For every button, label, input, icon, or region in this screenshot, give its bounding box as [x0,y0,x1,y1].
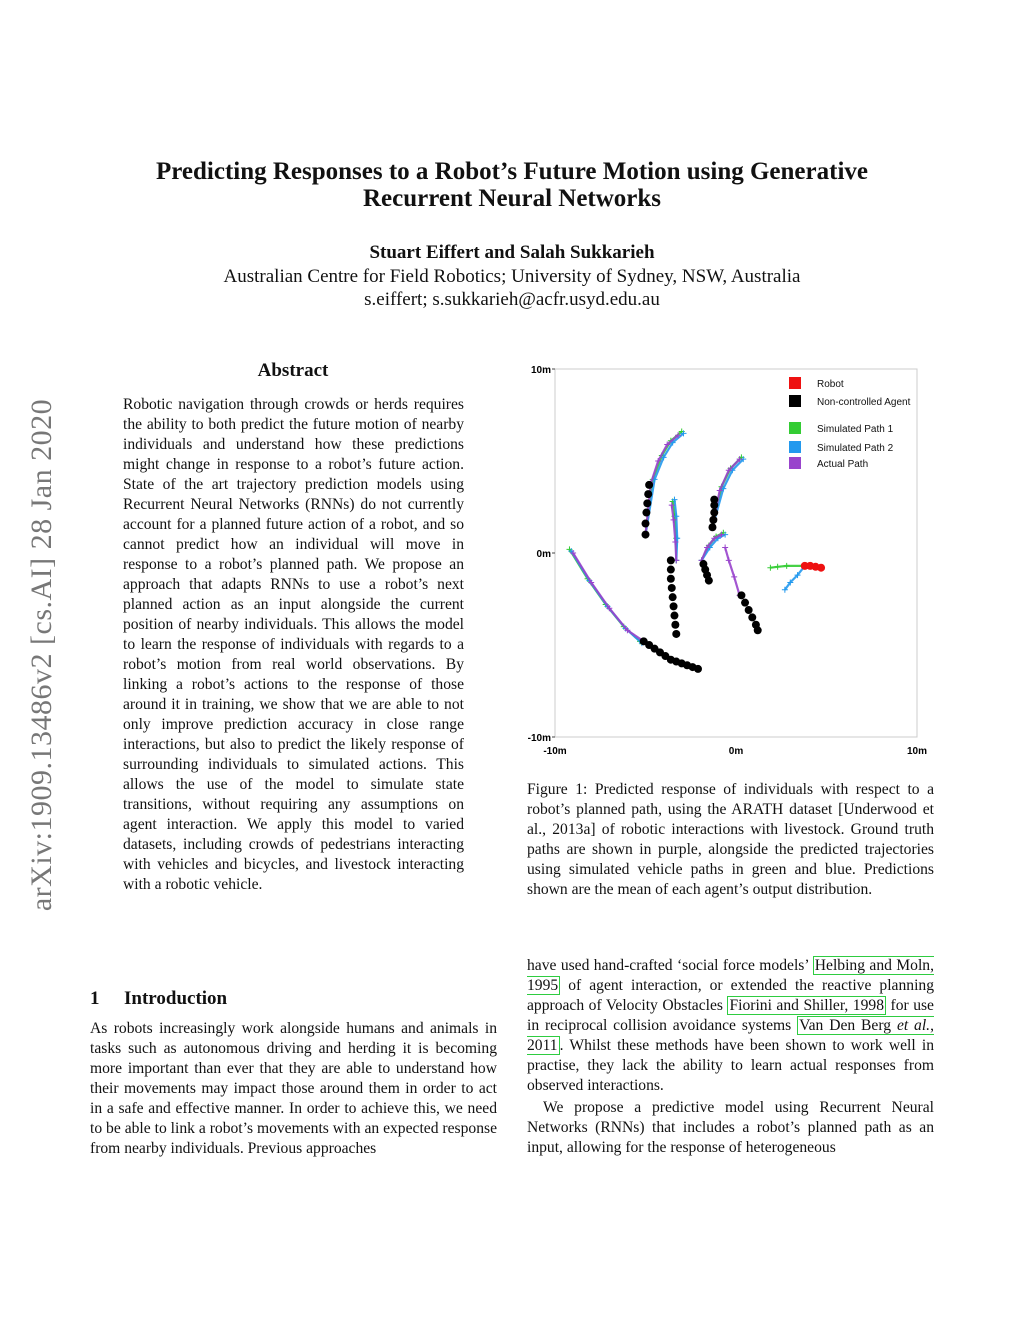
paper-affiliation: Australian Centre for Field Robotics; University of Sydney, NSW, Australia [223,266,801,287]
legend-label: Robot [817,379,844,390]
series-point-non-controlled-agent [667,556,675,564]
legend-swatch [789,422,801,434]
series-point-non-controlled-agent [694,665,702,673]
citation-year: , 2011 [527,1017,934,1054]
series-point-non-controlled-agent [669,593,677,601]
series-point-non-controlled-agent [709,516,717,524]
x-tick-label: 10m [906,746,928,757]
series-point-non-controlled-agent [642,509,650,517]
series-point-non-controlled-agent [644,490,652,498]
series-point-robot [817,564,825,572]
citation-helbing[interactable]: Helbing and Moln, 1995 [527,957,934,994]
legend-label: Simulated Path 1 [817,424,894,435]
arxiv-id-text: arXiv:1909.13486v2 [cs.AI] 28 Jan 2020 [25,398,58,912]
series-point-non-controlled-agent [668,584,676,592]
series-point-non-controlled-agent [671,621,679,629]
series-point-non-controlled-agent [754,626,762,634]
legend-swatch [789,441,801,453]
series-point-non-controlled-agent [670,612,678,620]
series-point-non-controlled-agent [748,613,756,621]
legend-swatch [789,377,801,389]
series-point-non-controlled-agent [705,577,713,585]
trajectory-plot [527,362,937,762]
right-column-text [527,956,934,1158]
figure-1 [527,362,937,762]
series-point-non-controlled-agent [642,520,650,528]
citation-etal: et al. [896,1017,931,1034]
series-point-non-controlled-agent [710,501,718,509]
abstract-heading: Abstract [257,360,329,381]
series-point-non-controlled-agent [745,606,753,614]
paragraph: We propose a predictive model using Recurrent Neural Networks (RNNs) that includes a robot’s planned path as an input, allowing for the response of heterogeneous [527,1099,934,1156]
section-number: 1 [90,988,100,1009]
legend-swatch [789,395,801,407]
abstract-text: Robotic navigation through crowds or herds requires the ability to both predict the future motion of nearby individuals and understand how these predictions might change in response to a robot’s future action. State of the art trajectory prediction models using Recurrent Neural Networks (RNNs) do not currently account for a planned future action of a robot, and so cannot predict how an individual will move in response to a robot’s planned path. We propose an approach that adapts RNNs to use a robot’s next planned action as an input alongside the current position of nearby individuals. This allows the model to learn the response of individuals with regards to a robot’s motion from real world observations. By linking a robot’s actions to the response of those around it in training, we show that we are able to not only improve prediction accuracy in close range interactions, but also to predict the likely response of surrounding individuals to simulated actions. This allows the use of the model to simulate state transitions, without requiring any assumptions on agent interaction. We apply this model to varied datasets, including crowds of pedestrians interacting with vehicles and bicycles, and livestock interacting with a robotic vehicle. [123,396,464,893]
y-tick-label: 10m [530,365,551,376]
figure-caption: Figure 1: Predicted response of individuals with respect to a robot’s planned path, using the ARATH dataset [Underwood et al., 2013a] of robotic interactions with livestock. Ground truth paths are shown in purple, alongside the predicted trajectories using simulated vehicle paths in green and blue. Predictions shown are the mean of each agent’s output distribution. [527,781,934,898]
text-span: of agent interaction, or extended the reactive planning approach of Velocity Obstacles [527,977,934,1014]
y-tick-label: -10m [527,733,551,744]
series-point-non-controlled-agent [667,575,675,583]
series-point-non-controlled-agent [670,602,678,610]
text-span: . Whilst these methods have been shown to work well in practise, they lack the ability to learn actual responses from observed interactions. [527,1037,934,1094]
legend-label: Non-controlled Agent [817,397,911,408]
series-point-non-controlled-agent [741,599,749,607]
arxiv-identifier [12,370,72,940]
series-point-non-controlled-agent [737,591,745,599]
series-point-non-controlled-agent [672,630,680,638]
legend-swatch [789,457,801,469]
section-title: Introduction [124,988,228,1009]
series-point-non-controlled-agent [708,523,716,531]
citation-fiorini[interactable]: Fiorini and Shiller, 1998 [729,997,884,1014]
series-point-non-controlled-agent [645,481,653,489]
citation-author: Van Den Berg [799,1017,897,1034]
series-point-non-controlled-agent [642,531,650,539]
series-point-non-controlled-agent [710,509,718,517]
text-span: have used hand-crafted ‘social force models’ [527,957,813,974]
introduction-text: As robots increasingly work alongside humans and animals in tasks such as autonomous driving and herding it is becoming more important than ever that they are able to understand how their movements may impact those around them in order to act in a safe and effective manner. In order to achieve this, we need to be able to link a robot’s movements with an expected response from nearby individuals. Previous approaches [90,1020,497,1157]
series-point-non-controlled-agent [667,566,675,574]
section-heading-introduction [90,988,490,1010]
legend-label: Actual Path [817,459,869,470]
series-point-non-controlled-agent [643,499,651,507]
text-span: for use in reciprocal collision avoidance systems [527,997,934,1034]
x-tick-label: 0m [728,746,744,757]
paper-authors: Stuart Eiffert and Salah Sukkarieh [369,242,655,263]
paper-email: s.eiffert; s.sukkarieh@acfr.usyd.edu.au [364,289,660,310]
x-tick-label: -10m [543,746,567,757]
paragraph [527,956,934,1096]
paper-title: Predicting Responses to a Robot’s Future Motion using Generative Recurrent Neural Networks [155,158,868,212]
y-tick-label: 0m [536,549,551,560]
legend-label: Simulated Path 2 [817,443,894,454]
